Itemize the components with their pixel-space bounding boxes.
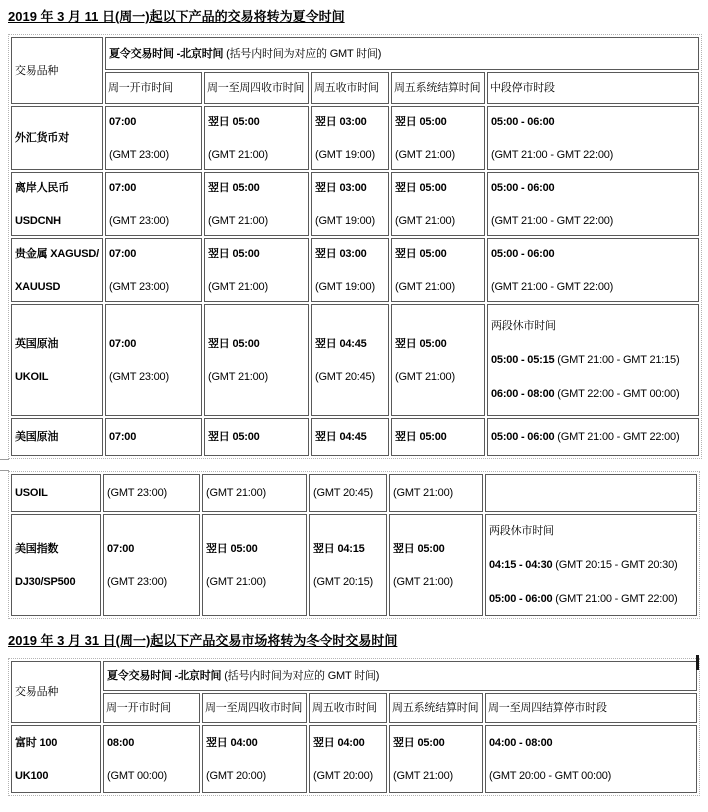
cell-friday-settlement: 翌日 05:00 (GMT 21:00) [391, 304, 485, 416]
cell-product: 美国指数 DJ30/SP500 [11, 514, 101, 616]
cell-friday-close: 翌日 03:00 (GMT 19:00) [311, 172, 389, 236]
summer-schedule-table-continued [8, 471, 700, 619]
cell-product: 外汇货币对 [11, 106, 103, 170]
cell-product: 富时 100 UK100 [11, 725, 101, 793]
cell-friday-close: 翌日 04:00 (GMT 20:00) [309, 725, 387, 793]
cell-monday-open: 07:00 (GMT 23:00) [105, 106, 202, 170]
cell-friday-close: 翌日 03:00 (GMT 19:00) [311, 106, 389, 170]
cell-mon-thu-close: 翌日 05:00 (GMT 21:00) [204, 238, 309, 302]
cell-product: 美国原油 [11, 418, 103, 456]
winter-table-wrapper [0, 658, 708, 796]
cell-monday-open: (GMT 23:00) [103, 474, 200, 512]
cell-mon-thu-close: 翌日 05:00 (GMT 21:00) [204, 106, 309, 170]
cell-friday-close: 翌日 04:45 (GMT 20:45) [311, 304, 389, 416]
col-header-friday-close: 周五收市时间 [309, 693, 387, 723]
cell-friday-close: 翌日 04:15 (GMT 20:15) [309, 514, 387, 616]
cell-settlement-break: 04:00 - 08:00 (GMT 20:00 - GMT 00:00) [485, 725, 697, 793]
cell-mon-thu-close: 翌日 05:00 (GMT 21:00) [202, 514, 307, 616]
cell-monday-open: 08:00 (GMT 00:00) [103, 725, 200, 793]
cell-mon-thu-close: 翌日 05:00 [204, 418, 309, 456]
table-header-row-merged [11, 661, 697, 691]
cell-monday-open: 07:00 (GMT 23:00) [103, 514, 200, 616]
cell-midday-break [485, 474, 697, 512]
cell-monday-open: 07:00 (GMT 23:00) [105, 304, 202, 416]
merged-header: 夏令交易时间 -北京时间 (括号内时间为对应的 GMT 时间) [103, 661, 697, 691]
table-subheader-row [11, 693, 697, 723]
cell-mon-thu-close: 翌日 04:00 (GMT 20:00) [202, 725, 307, 793]
page-edge-mark [0, 470, 9, 471]
table-row-split-top [11, 418, 699, 456]
table-header-row-merged [11, 37, 699, 70]
cell-mon-thu-close: 翌日 05:00 (GMT 21:00) [204, 172, 309, 236]
cell-midday-break: 05:00 - 06:00 (GMT 21:00 - GMT 22:00) [487, 172, 699, 236]
col-header-friday-settlement: 周五系统结算时间 [389, 693, 483, 723]
section-title-summer: 2019 年 3 月 11 日(周一)起以下产品的交易将转为夏令时间 [8, 9, 345, 24]
page-edge-mark [0, 459, 9, 460]
corner-header: 交易品种 [11, 661, 101, 723]
section-title-winter: 2019 年 3 月 31 日(周一)起以下产品交易市场将转为冬令时交易时间 [8, 633, 398, 648]
cell-monday-open: 07:00 (GMT 23:00) [105, 238, 202, 302]
cell-friday-settlement: (GMT 21:00) [389, 474, 483, 512]
col-header-monday-open: 周一开市时间 [105, 72, 202, 104]
cell-friday-settlement: 翌日 05:00 (GMT 21:00) [389, 514, 483, 616]
merged-header: 夏令交易时间 -北京时间 (括号内时间为对应的 GMT 时间) [105, 37, 699, 70]
page-break-gap [0, 459, 708, 471]
col-header-mon-thu-close: 周一至周四收市时间 [202, 693, 307, 723]
col-header-monday-open: 周一开市时间 [103, 693, 200, 723]
col-header-midday-break: 中段停市时段 [487, 72, 699, 104]
cell-friday-settlement: 翌日 05:00 (GMT 21:00) [391, 238, 485, 302]
cell-midday-break: 05:00 - 06:00 (GMT 21:00 - GMT 22:00) [487, 106, 699, 170]
cell-midday-break: 两段休市时间 05:00 - 05:15 (GMT 21:00 - GMT 21:15) 06:00 - 08:00 (GMT 22:00 - GMT 00:00) [487, 304, 699, 416]
cell-mon-thu-close: (GMT 21:00) [202, 474, 307, 512]
table-row [11, 238, 699, 302]
cell-friday-settlement: 翌日 05:00 (GMT 21:00) [391, 172, 485, 236]
table-row [11, 514, 697, 616]
cell-product: 离岸人民币 USDCNH [11, 172, 103, 236]
cell-mon-thu-close: 翌日 05:00 (GMT 21:00) [204, 304, 309, 416]
cell-friday-close: 翌日 03:00 (GMT 19:00) [311, 238, 389, 302]
cell-friday-settlement: 翌日 05:00 [391, 418, 485, 456]
cell-midday-break: 两段休市时间 04:15 - 04:30 (GMT 20:15 - GMT 20:30) 05:00 - 06:00 (GMT 21:00 - GMT 22:00) [485, 514, 697, 616]
cell-midday-break: 05:00 - 06:00 (GMT 21:00 - GMT 22:00) [487, 418, 699, 456]
cell-friday-settlement: 翌日 05:00 (GMT 21:00) [389, 725, 483, 793]
summer-schedule-table [8, 34, 702, 459]
cell-product: 英国原油 UKOIL [11, 304, 103, 416]
table-row [11, 106, 699, 170]
col-header-friday-close: 周五收市时间 [311, 72, 389, 104]
table-row [11, 725, 697, 793]
col-header-settlement-break: 周一至周四结算停市时段 [485, 693, 697, 723]
cell-midday-break: 05:00 - 06:00 (GMT 21:00 - GMT 22:00) [487, 238, 699, 302]
table-row-split-bottom [11, 474, 697, 512]
table-row [11, 304, 699, 416]
table-row [11, 172, 699, 236]
cell-product: 贵金属 XAGUSD/ XAUUSD [11, 238, 103, 302]
cell-monday-open: 07:00 (GMT 23:00) [105, 172, 202, 236]
cell-friday-settlement: 翌日 05:00 (GMT 21:00) [391, 106, 485, 170]
col-header-friday-settlement: 周五系统结算时间 [391, 72, 485, 104]
cell-monday-open: 07:00 [105, 418, 202, 456]
cell-friday-close: 翌日 04:45 [311, 418, 389, 456]
winter-schedule-table [8, 658, 700, 796]
col-header-mon-thu-close: 周一至周四收市时间 [204, 72, 309, 104]
cell-product: USOIL [11, 474, 101, 512]
cell-friday-close: (GMT 20:45) [309, 474, 387, 512]
text-cursor [696, 655, 699, 670]
table-subheader-row [11, 72, 699, 104]
corner-header: 交易品种 [11, 37, 103, 104]
